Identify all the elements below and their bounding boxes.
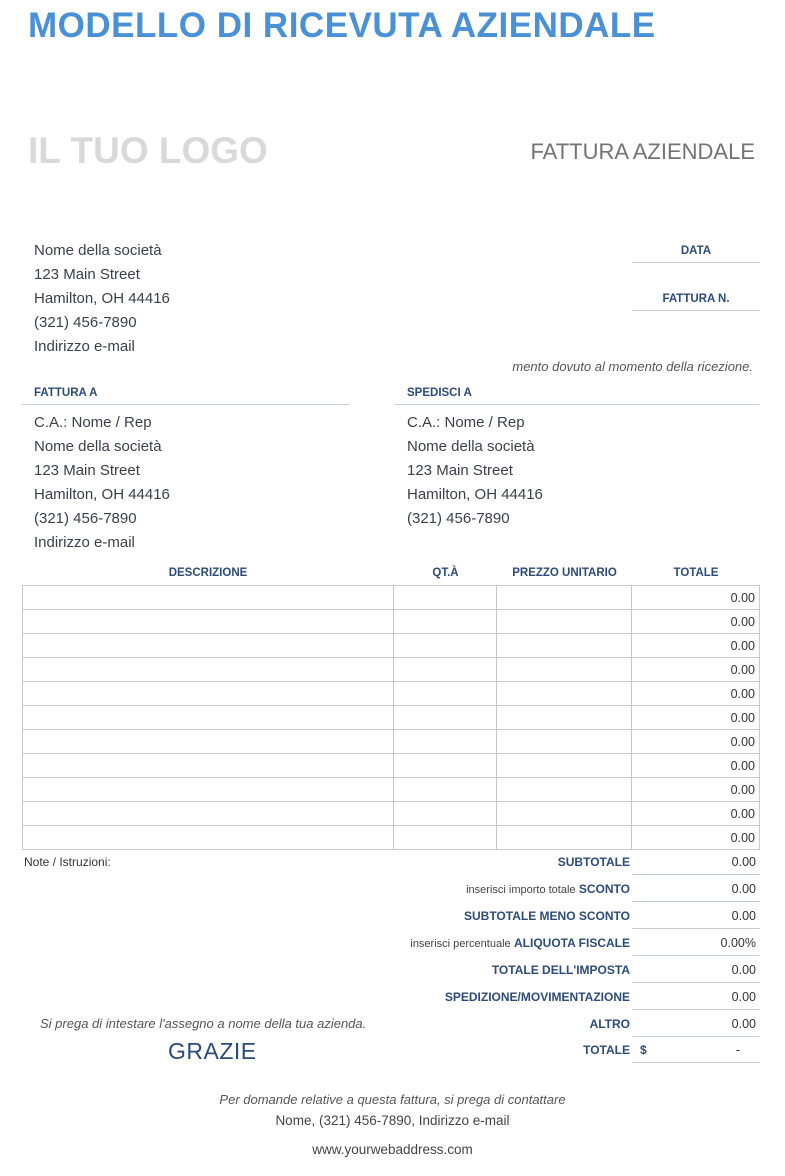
- table-row: [23, 586, 760, 610]
- description-cell[interactable]: [23, 730, 394, 754]
- subtotal-label: SUBTOTALE: [557, 855, 630, 869]
- description-cell[interactable]: [23, 634, 394, 658]
- qty-cell[interactable]: [394, 586, 497, 610]
- bill-to-divider: [22, 404, 349, 405]
- other-value[interactable]: 0.00: [731, 1017, 756, 1031]
- payment-terms-note: mento dovuto al momento della ricezione.: [512, 359, 753, 374]
- description-cell[interactable]: [23, 754, 394, 778]
- bill-to-street: 123 Main Street: [34, 462, 140, 479]
- table-row: [23, 826, 760, 850]
- bill-to-company: Nome della società: [34, 438, 162, 455]
- description-cell[interactable]: [23, 658, 394, 682]
- shipping-label: SPEDIZIONE/MOVIMENTAZIONE: [444, 990, 630, 1004]
- other-label: ALTRO: [589, 1017, 630, 1031]
- total-divider: [632, 1062, 760, 1063]
- qty-cell[interactable]: [394, 634, 497, 658]
- total-cell: 0.00: [632, 826, 760, 850]
- discount-divider: [632, 901, 760, 902]
- unit-price-cell[interactable]: [497, 730, 632, 754]
- unit-price-cell[interactable]: [497, 634, 632, 658]
- qty-cell[interactable]: [394, 682, 497, 706]
- total-cell: 0.00: [632, 634, 760, 658]
- qty-cell[interactable]: [394, 826, 497, 850]
- bill-to-phone: (321) 456-7890: [34, 510, 137, 527]
- subtotal-less-divider: [632, 928, 760, 929]
- ship-to-contact: C.A.: Nome / Rep: [407, 414, 525, 431]
- page-title: MODELLO DI RICEVUTA AZIENDALE: [28, 6, 656, 45]
- description-cell[interactable]: [23, 682, 394, 706]
- tax-rate-label: inserisci percentuale ALIQUOTA FISCALE: [410, 936, 630, 950]
- unit-price-cell[interactable]: [497, 682, 632, 706]
- description-cell[interactable]: [23, 778, 394, 802]
- qty-cell[interactable]: [394, 706, 497, 730]
- company-name: Nome della società: [34, 242, 162, 259]
- tax-total-divider: [632, 982, 760, 983]
- invoice-number-field[interactable]: [632, 310, 760, 311]
- logo-placeholder: IL TUO LOGO: [28, 130, 268, 171]
- thank-you-text: GRAZIE: [168, 1038, 257, 1064]
- subtotal-value: 0.00: [731, 855, 756, 869]
- date-label: DATA: [680, 245, 712, 257]
- line-items-table: [22, 585, 760, 850]
- company-phone: (321) 456-7890: [34, 314, 137, 331]
- website-link[interactable]: www.yourwebaddress.com: [312, 1142, 473, 1157]
- discount-value[interactable]: 0.00: [731, 882, 756, 896]
- table-row: [23, 778, 760, 802]
- total-cell: 0.00: [632, 610, 760, 634]
- total-cell: 0.00: [632, 802, 760, 826]
- unit-price-cell[interactable]: [497, 610, 632, 634]
- shipping-divider: [632, 1009, 760, 1010]
- unit-price-cell[interactable]: [497, 826, 632, 850]
- description-cell[interactable]: [23, 706, 394, 730]
- contact-line: Nome, (321) 456-7890, Indirizzo e-mail: [275, 1113, 510, 1128]
- table-row: [23, 634, 760, 658]
- bill-to-city: Hamilton, OH 44416: [34, 486, 170, 503]
- table-row: [23, 730, 760, 754]
- table-row: [23, 682, 760, 706]
- other-divider: [632, 1036, 760, 1037]
- notes-label: Note / Istruzioni:: [24, 855, 111, 869]
- description-cell[interactable]: [23, 802, 394, 826]
- qty-cell[interactable]: [394, 730, 497, 754]
- unit-price-cell[interactable]: [497, 802, 632, 826]
- column-header-qty: QT.À: [432, 567, 459, 579]
- company-city: Hamilton, OH 44416: [34, 290, 170, 307]
- column-header-description: DESCRIZIONE: [168, 567, 248, 579]
- tax-total-label: TOTALE DELL'IMPOSTA: [491, 963, 630, 977]
- description-cell[interactable]: [23, 826, 394, 850]
- ship-to-company: Nome della società: [407, 438, 535, 455]
- date-field[interactable]: [632, 262, 760, 263]
- qty-cell[interactable]: [394, 658, 497, 682]
- subtotal-less-discount-value: 0.00: [731, 909, 756, 923]
- table-row: [23, 706, 760, 730]
- document-type: FATTURA AZIENDALE: [530, 139, 755, 164]
- table-row: [23, 754, 760, 778]
- total-cell: 0.00: [632, 778, 760, 802]
- total-cell: 0.00: [632, 754, 760, 778]
- tax-rate-value[interactable]: 0.00%: [720, 936, 756, 950]
- unit-price-cell[interactable]: [497, 658, 632, 682]
- total-cell: 0.00: [632, 730, 760, 754]
- check-payable-note: Si prega di intestare l'assegno a nome della tua azienda.: [40, 1016, 367, 1031]
- shipping-value[interactable]: 0.00: [731, 990, 756, 1004]
- ship-to-divider: [395, 404, 760, 405]
- qty-cell[interactable]: [394, 802, 497, 826]
- ship-to-phone: (321) 456-7890: [407, 510, 510, 527]
- ship-to-city: Hamilton, OH 44416: [407, 486, 543, 503]
- total-label: TOTALE: [583, 1043, 630, 1057]
- column-header-total: TOTALE: [673, 567, 719, 579]
- unit-price-cell[interactable]: [497, 754, 632, 778]
- ship-to-street: 123 Main Street: [407, 462, 513, 479]
- description-cell[interactable]: [23, 610, 394, 634]
- subtotal-divider: [632, 874, 760, 875]
- qty-cell[interactable]: [394, 778, 497, 802]
- bill-to-contact: C.A.: Nome / Rep: [34, 414, 152, 431]
- company-email: Indirizzo e-mail: [34, 338, 135, 355]
- bill-to-email: Indirizzo e-mail: [34, 534, 135, 551]
- qty-cell[interactable]: [394, 754, 497, 778]
- company-street: 123 Main Street: [34, 266, 140, 283]
- unit-price-cell[interactable]: [497, 706, 632, 730]
- subtotal-less-discount-label: SUBTOTALE MENO SCONTO: [463, 909, 630, 923]
- total-cell: 0.00: [632, 706, 760, 730]
- currency-symbol: $: [640, 1043, 647, 1057]
- ship-to-heading: SPEDISCI A: [407, 387, 472, 399]
- total-value: -: [735, 1043, 740, 1057]
- column-header-unit-price: PREZZO UNITARIO: [512, 567, 617, 579]
- table-row: [23, 802, 760, 826]
- table-row: [23, 658, 760, 682]
- tax-rate-divider: [632, 955, 760, 956]
- contact-intro: Per domande relative a questa fattura, si prega di contattare: [219, 1092, 566, 1107]
- tax-total-value: 0.00: [731, 963, 756, 977]
- qty-cell[interactable]: [394, 610, 497, 634]
- unit-price-cell[interactable]: [497, 778, 632, 802]
- table-row: [23, 610, 760, 634]
- bill-to-heading: FATTURA A: [34, 387, 98, 399]
- unit-price-cell[interactable]: [497, 586, 632, 610]
- total-cell: 0.00: [632, 658, 760, 682]
- total-cell: 0.00: [632, 682, 760, 706]
- description-cell[interactable]: [23, 586, 394, 610]
- invoice-number-label: FATTURA N.: [662, 293, 730, 305]
- total-cell: 0.00: [632, 586, 760, 610]
- discount-label: inserisci importo totale SCONTO: [466, 882, 630, 896]
